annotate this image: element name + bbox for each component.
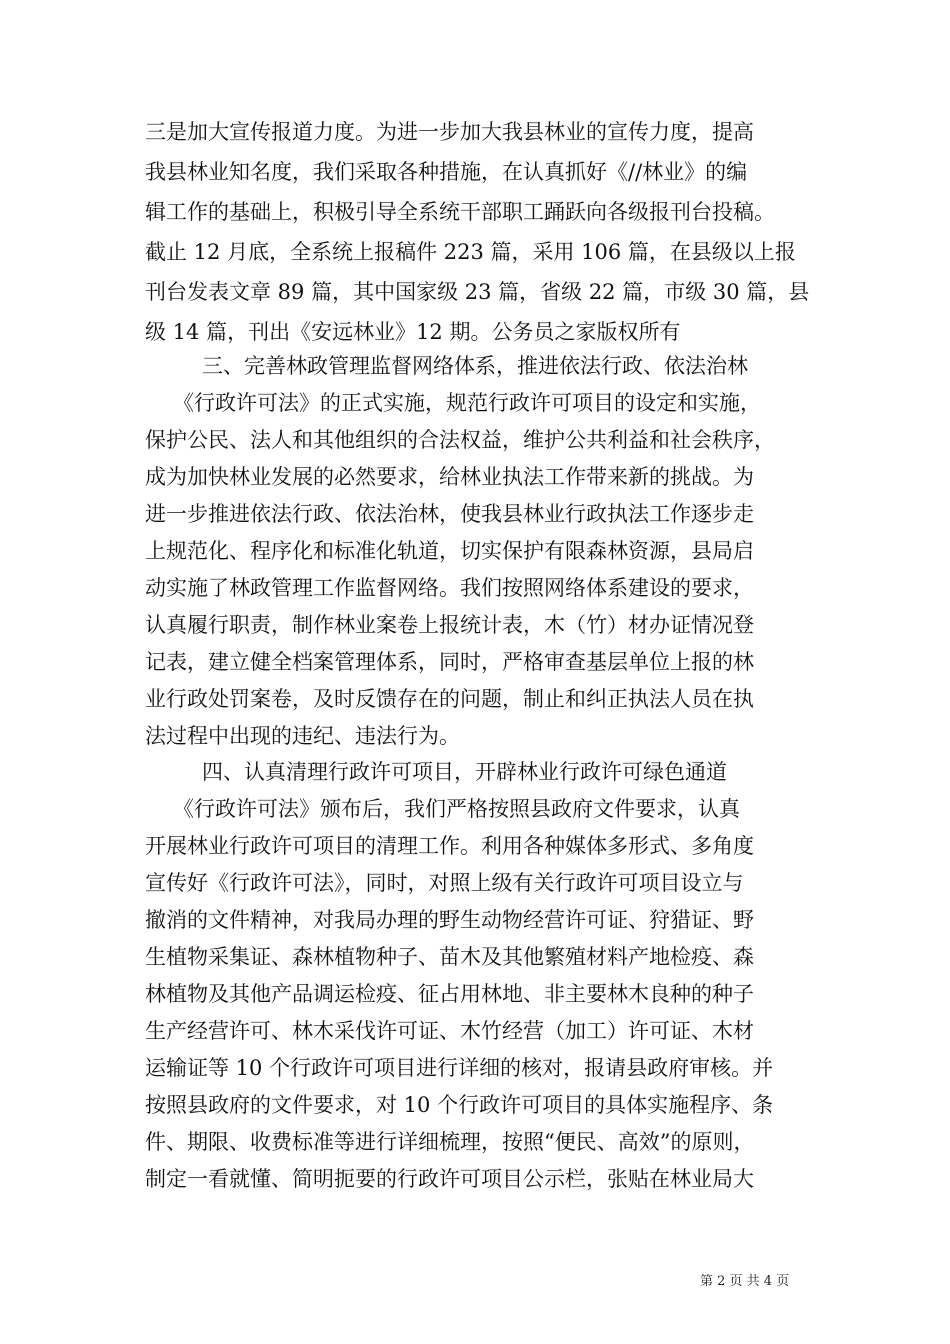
text-line: 级 14 篇，刊出《安远林业》12 期。公务员之家版权所有 [145, 320, 681, 344]
text-line: 上规范化、程序化和标准化轨道，切实保护有限森林资源，县局启 [145, 539, 754, 563]
section-heading: 四、认真清理行政许可项目，开辟林业行政许可绿色通道 [202, 760, 727, 784]
text-line: 生植物采集证、森林植物种子、苗木及其他繁殖材料产地检疫、森 [145, 945, 754, 969]
text-line: 运输证等 10 个行政许可项目进行详细的核对，报请县政府审核。并 [145, 1056, 774, 1080]
text-line: 成为加快林业发展的必然要求，给林业执法工作带来新的挑战。为 [145, 465, 754, 489]
text-line: 刊台发表文章 89 篇，其中国家级 23 篇，省级 22 篇，市级 30 篇，县 [145, 280, 810, 304]
text-line: 按照县政府的文件要求，对 10 个行政许可项目的具体实施程序、条 [145, 1093, 774, 1117]
text-line: 件、期限、收费标准等进行详细梳理，按照“便民、高效”的原则， [145, 1130, 755, 1154]
text-line: 林植物及其他产品调运检疫、征占用林地、非主要林木良种的种子 [145, 982, 754, 1006]
text-line: 保护公民、法人和其他组织的合法权益，维护公共利益和社会秩序， [145, 428, 775, 452]
text-line: 三是加大宣传报道力度。为进一步加大我县林业的宣传力度，提高 [145, 120, 754, 144]
text-line: 宣传好《行政许可法》，同时，对照上级有关行政许可项目设立与 [145, 871, 744, 895]
text-line: 生产经营许可、林木采伐许可证、木竹经营（加工）许可证、木材 [145, 1019, 754, 1043]
text-line: 制定一看就懂、简明扼要的行政许可项目公示栏，张贴在林业局大 [145, 1167, 754, 1191]
text-line: 动实施了林政管理工作监督网络。我们按照网络体系建设的要求， [145, 576, 754, 600]
text-line: 辑工作的基础上，积极引导全系统干部职工踊跃向各级报刊台投稿。 [145, 200, 775, 224]
text-line: 进一步推进依法行政、依法治林，使我县林业行政执法工作逐步走 [145, 502, 754, 526]
text-line: 法过程中出现的违纪、违法行为。 [145, 724, 460, 748]
text-line: 记表，建立健全档案管理体系，同时，严格审查基层单位上报的林 [145, 650, 754, 674]
text-line: 开展林业行政许可项目的清理工作。利用各种媒体多形式、多角度 [145, 834, 754, 858]
text-line: 《行政许可法》颁布后，我们严格按照县政府文件要求，认真 [173, 797, 740, 821]
text-line: 撤消的文件精神，对我局办理的野生动物经营许可证、狩猎证、野 [145, 908, 754, 932]
text-line: 业行政处罚案卷，及时反馈存在的问题，制止和纠正执法人员在执 [145, 687, 754, 711]
text-line: 《行政许可法》的正式实施，规范行政许可项目的设定和实施， [173, 391, 761, 415]
text-line: 认真履行职责，制作林业案卷上报统计表，木（竹）材办证情况登 [145, 613, 754, 637]
text-line: 我县林业知名度，我们采取各种措施，在认真抓好《//林业》的编 [145, 160, 748, 184]
section-heading: 三、完善林政管理监督网络体系，推进依法行政、依法治林 [202, 354, 748, 378]
page-number: 第 2 页 共 4 页 [700, 1274, 790, 1289]
text-line: 截止 12 月底，全系统上报稿件 223 篇，采用 106 篇，在县级以上报 [145, 240, 796, 264]
